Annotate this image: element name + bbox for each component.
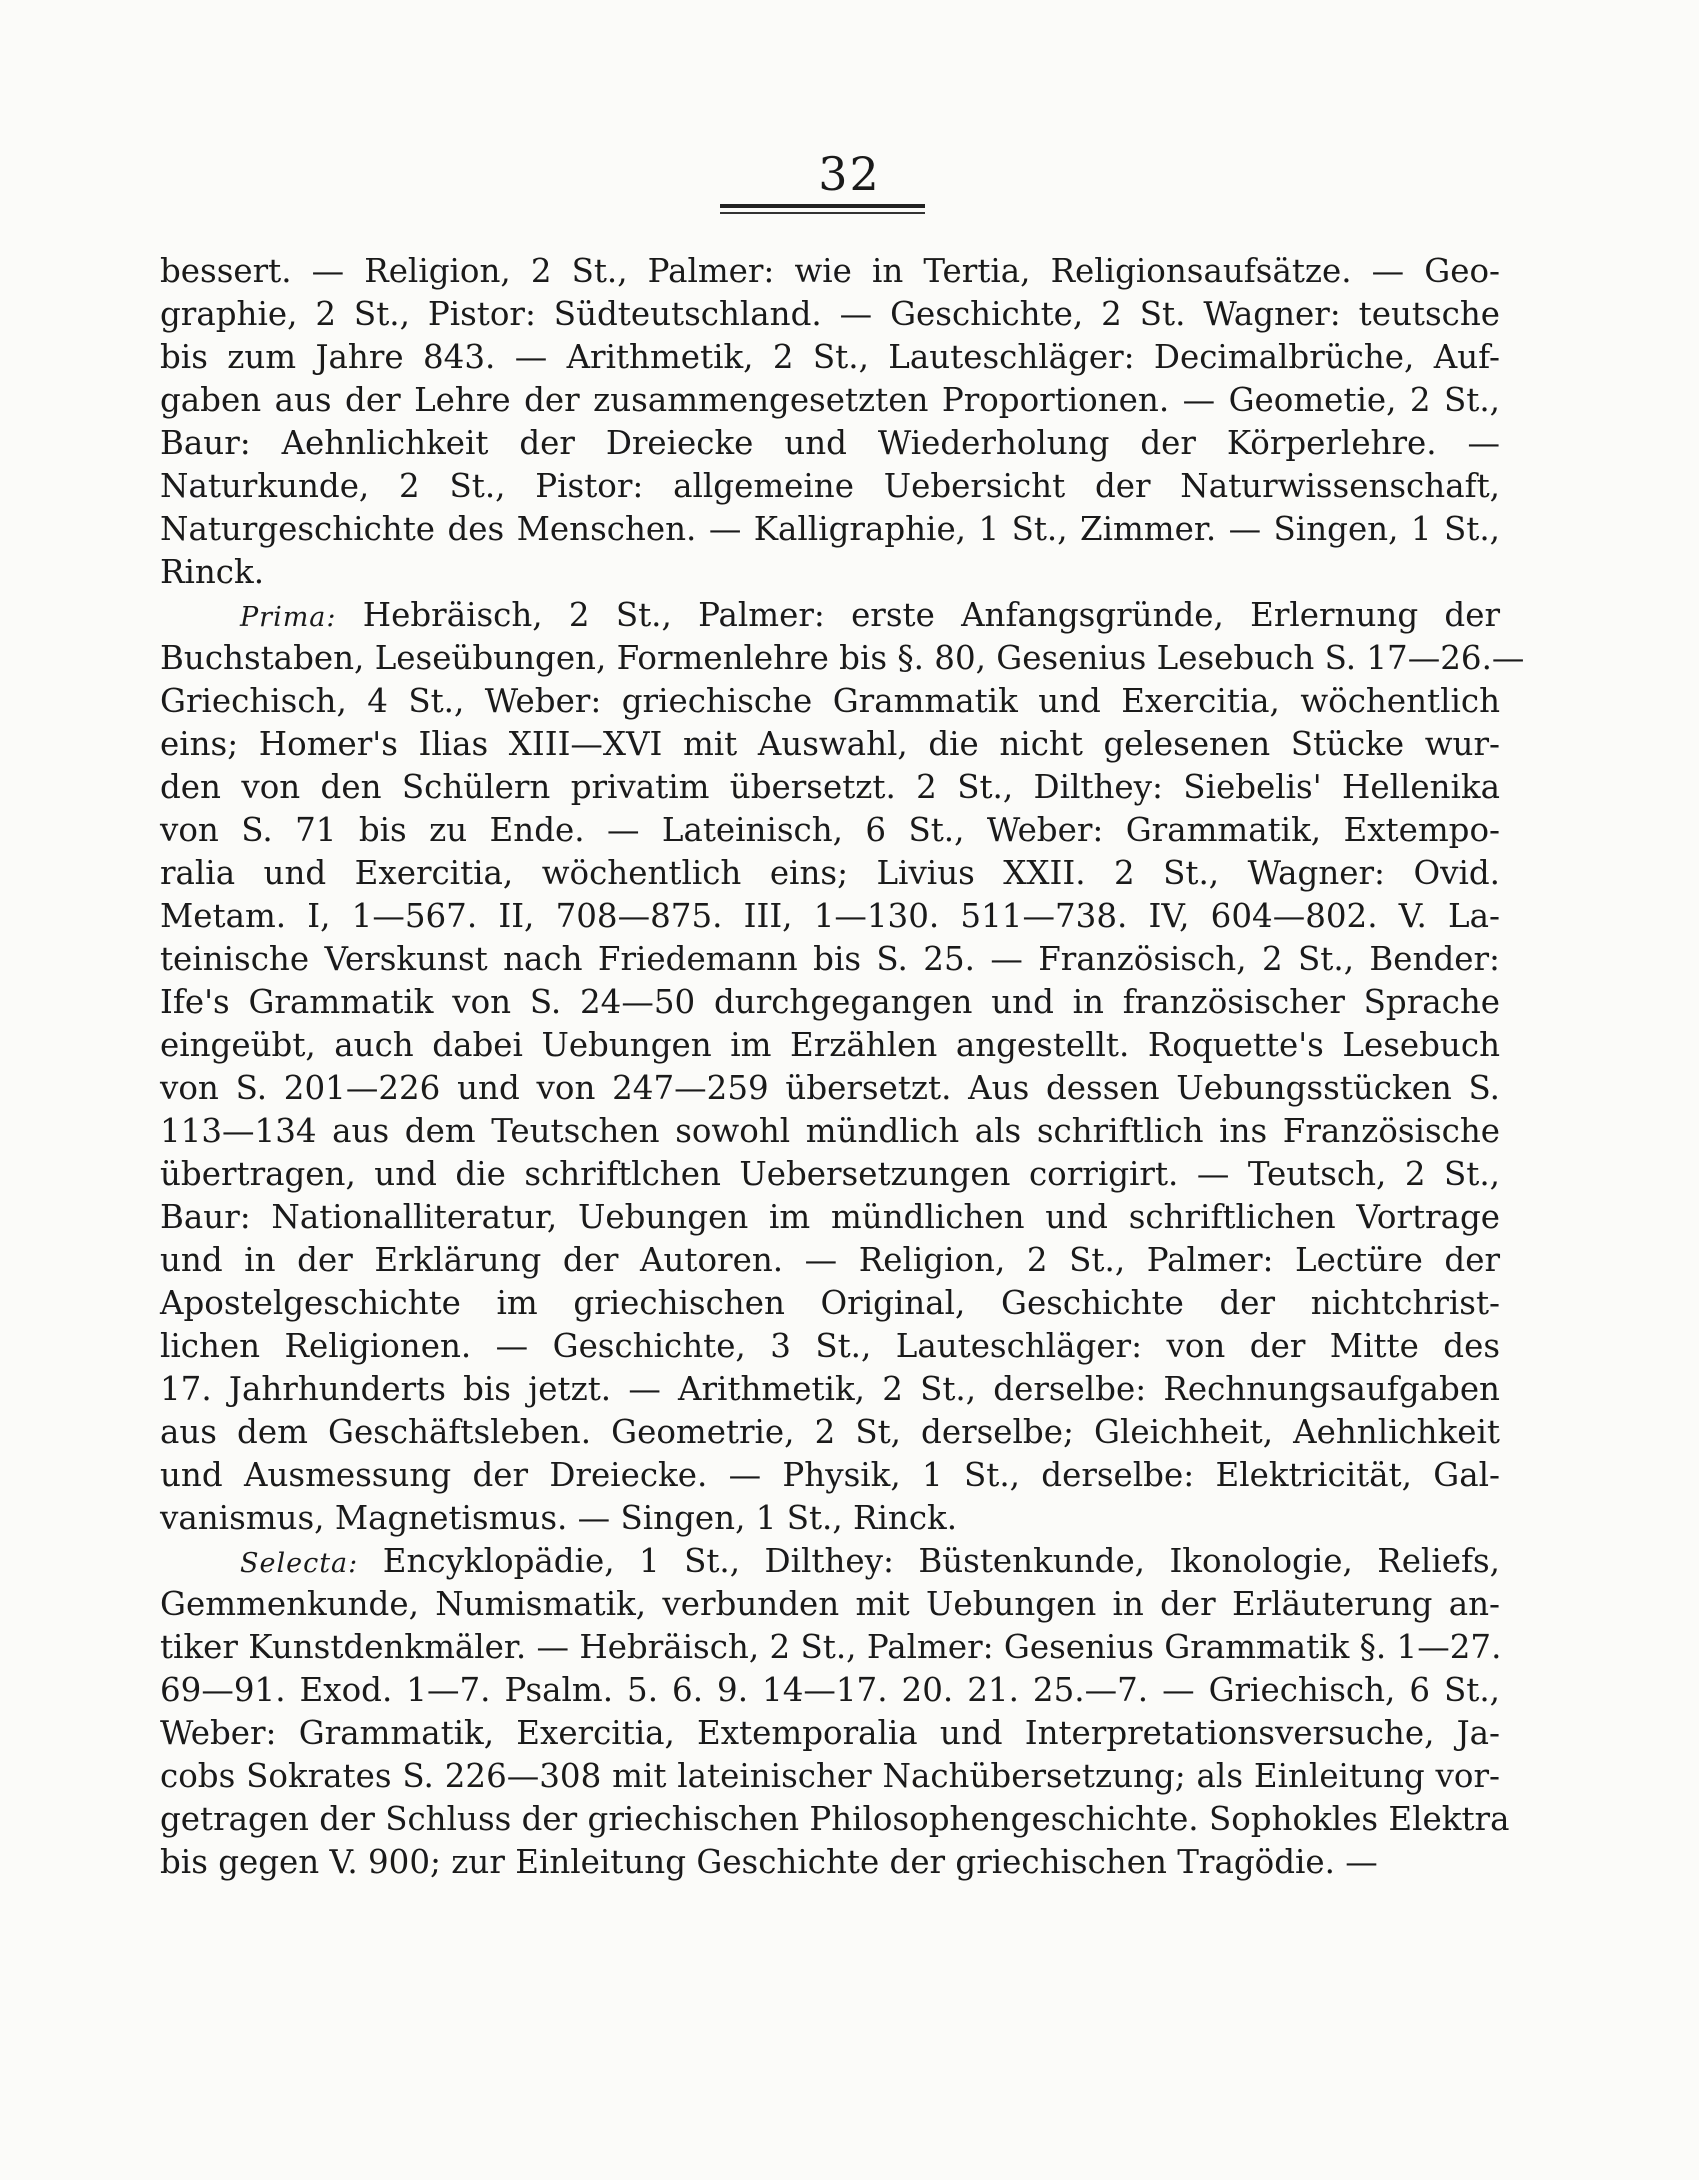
header-rule-thin [720, 212, 925, 214]
text-line-content: Encyklopädie, 1 St., Dilthey: Büstenkunde, Ikonologie, Reliefs, [382, 1542, 1500, 1580]
text-line: und in der Erklärung der Autoren. — Religion, 2 St., Palmer: Lectüre der [160, 1241, 1500, 1279]
text-line: eins; Homer's Ilias XIII—XVI mit Auswahl, die nicht gelesenen Stücke wur- [160, 725, 1500, 763]
text-line: Baur: Nationalliteratur, Uebungen im mündlichen und schriftlichen Vortrage [160, 1198, 1500, 1236]
text-line: Ife's Grammatik von S. 24—50 durchgegangen und in französischer Sprache [160, 983, 1500, 1021]
text-line: Naturgeschichte des Menschen. — Kalligraphie, 1 St., Zimmer. — Singen, 1 St., [160, 510, 1500, 548]
paragraph-selecta [160, 1540, 1510, 1884]
text-line: bis zum Jahre 843. — Arithmetik, 2 St., Lauteschläger: Decimalbrüche, Auf- [160, 338, 1500, 376]
text-line: Griechisch, 4 St., Weber: griechische Grammatik und Exercitia, wöchentlich [160, 682, 1500, 720]
section-label-selecta: Selecta: [240, 1548, 359, 1579]
text-line: 113—134 aus dem Teutschen sowohl mündlich als schriftlich ins Französische [160, 1112, 1500, 1150]
text-line: bessert. — Religion, 2 St., Palmer: wie in Tertia, Religionsaufsätze. — Geo- [160, 252, 1500, 290]
text-line: Rinck. [160, 553, 265, 591]
body-text [160, 250, 1525, 1884]
text-line: graphie, 2 St., Pistor: Südteutschland. — Geschichte, 2 St. Wagner: teutsche [160, 295, 1500, 333]
text-line: bis gegen V. 900; zur Einleitung Geschichte der griechischen Tragödie. — [160, 1843, 1378, 1881]
text-line: cobs Sokrates S. 226—308 mit lateinischer Nachübersetzung; als Einleitung vor- [160, 1757, 1500, 1795]
text-line: Baur: Aehnlichkeit der Dreiecke und Wiederholung der Körperlehre. — [160, 424, 1500, 462]
text-line: Metam. I, 1—567. II, 708—875. III, 1—130. 511—738. IV, 604—802. V. La- [160, 897, 1500, 935]
text-line: 69—91. Exod. 1—7. Psalm. 5. 6. 9. 14—17. 20. 21. 25.—7. — Griechisch, 6 St., [160, 1671, 1500, 1709]
text-line: vanismus, Magnetismus. — Singen, 1 St., Rinck. [160, 1499, 958, 1537]
text-line: lichen Religionen. — Geschichte, 3 St., Lauteschläger: von der Mitte des [160, 1327, 1500, 1365]
text-line: den von den Schülern privatim übersetzt. 2 St., Dilthey: Siebelis' Hellenika [160, 768, 1500, 806]
text-line: gaben aus der Lehre der zusammengesetzten Proportionen. — Geometie, 2 St., [160, 381, 1500, 419]
text-line: von S. 201—226 und von 247—259 übersetzt. Aus dessen Uebungsstücken S. [160, 1069, 1500, 1107]
text-line: eingeübt, auch dabei Uebungen im Erzählen angestellt. Roquette's Lesebuch [160, 1026, 1500, 1064]
page-number: 32 [818, 147, 881, 201]
text-line: von S. 71 bis zu Ende. — Lateinisch, 6 St., Weber: Grammatik, Extempo- [160, 811, 1500, 849]
text-line [160, 594, 1500, 637]
text-line: Weber: Grammatik, Exercitia, Extemporalia und Interpretationsversuche, Ja- [160, 1714, 1500, 1752]
text-line-content: Hebräisch, 2 St., Palmer: erste Anfangsgründe, Erlernung der [362, 596, 1500, 634]
text-line: Buchstaben, Leseübungen, Formenlehre bis §. 80, Gesenius Lesebuch S. 17—26.— [160, 639, 1525, 677]
paragraph-prima [160, 594, 1525, 1540]
text-line: teinische Verskunst nach Friedemann bis S. 25. — Französisch, 2 St., Bender: [160, 940, 1500, 978]
text-line: übertragen, und die schriftlchen Uebersetzungen corrigirt. — Teutsch, 2 St., [160, 1155, 1500, 1193]
text-line: Naturkunde, 2 St., Pistor: allgemeine Uebersicht der Naturwissenschaft, [160, 467, 1500, 505]
header-rule-thick [720, 204, 925, 208]
text-line: 17. Jahrhunderts bis jetzt. — Arithmetik, 2 St., derselbe: Rechnungsaufgaben [160, 1370, 1500, 1408]
text-line: und Ausmessung der Dreiecke. — Physik, 1 St., derselbe: Elektricität, Gal- [160, 1456, 1500, 1494]
text-line: tiker Kunstdenkmäler. — Hebräisch, 2 St., Palmer: Gesenius Grammatik §. 1—27. [160, 1628, 1502, 1666]
text-line [160, 1540, 1500, 1583]
text-line: aus dem Geschäftsleben. Geometrie, 2 St, derselbe; Gleichheit, Aehnlichkeit [160, 1413, 1500, 1451]
section-label-prima: Prima: [240, 602, 337, 633]
text-line: Gemmenkunde, Numismatik, verbunden mit Uebungen in der Erläuterung an- [160, 1585, 1500, 1623]
paragraph-continuation [160, 250, 1500, 594]
text-line: ralia und Exercitia, wöchentlich eins; Livius XXII. 2 St., Wagner: Ovid. [160, 854, 1500, 892]
text-line: getragen der Schluss der griechischen Philosophengeschichte. Sophokles Elektra [160, 1800, 1510, 1838]
text-line: Apostelgeschichte im griechischen Original, Geschichte der nichtchrist- [160, 1284, 1500, 1322]
